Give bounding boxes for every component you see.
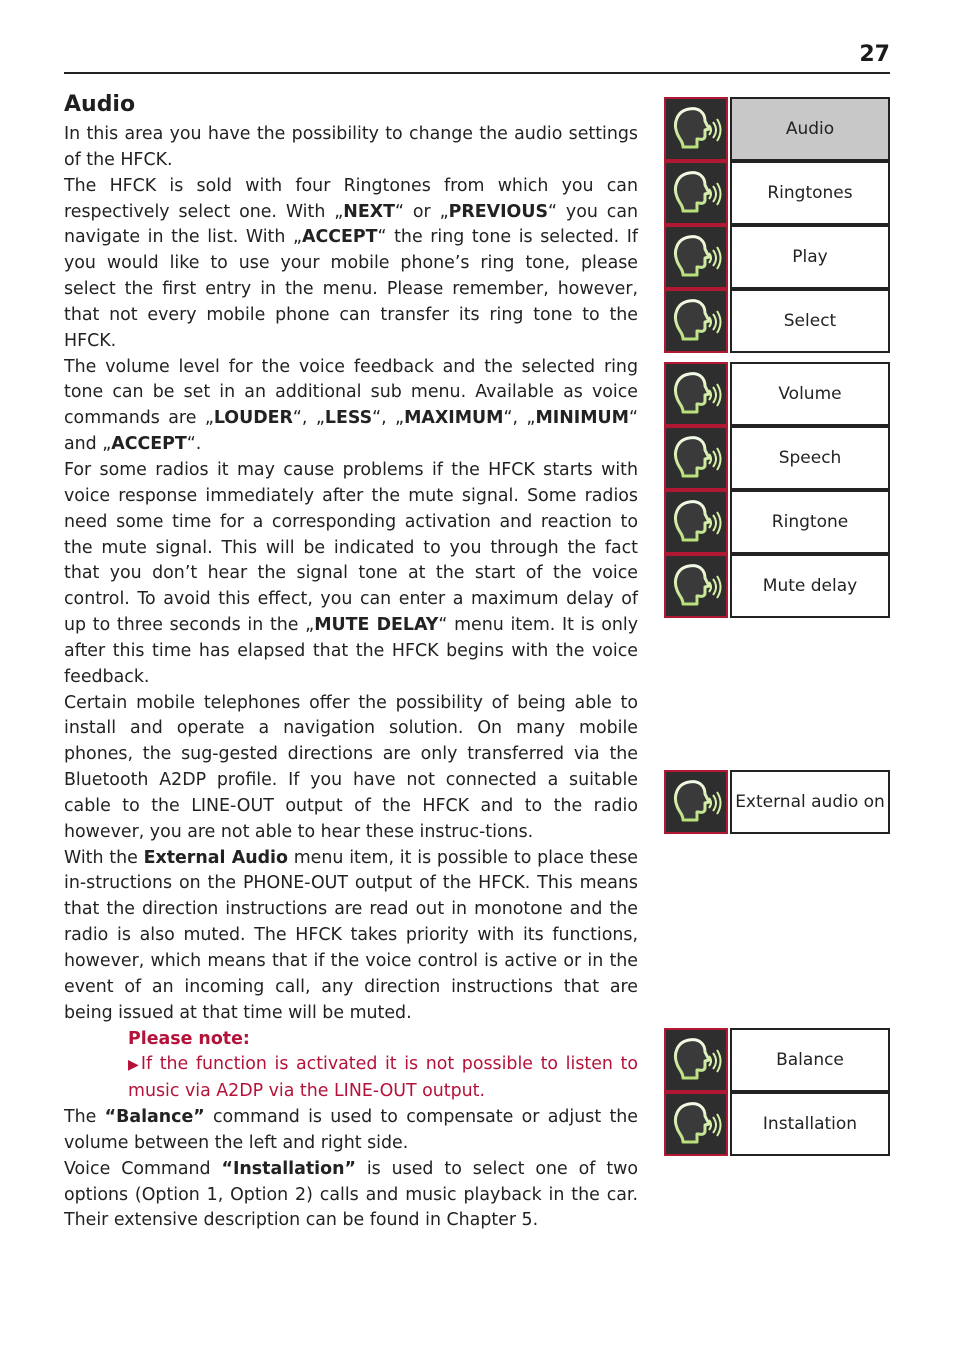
menu-row-mute-delay[interactable]	[664, 554, 890, 618]
command-minimum: MINIMUM	[535, 408, 629, 429]
note-text: ▶If the function is activated it is not possible to listen to music via A2DP via the LINE-OUT output.	[128, 1054, 638, 1102]
command-accept: ACCEPT	[302, 227, 378, 248]
command-maximum: MAXIMUM	[404, 408, 504, 429]
command-next: NEXT	[343, 201, 395, 222]
menu-label-external-audio[interactable]: External audio on	[730, 770, 890, 834]
menu-group-external	[664, 770, 890, 834]
paragraph-ringtones: The HFCK is sold with four Ringtones from which you can respectively select one. With „NEXT“ or „PREVIOUS“ you can navigate in the list. With „ACCEPT“ the ring tone is selected. If you would like to use your mobile phone’s ring tone, please select the first entry in the menu. Please remember, however, that not every mobile phone can transfer its ring tone to the HFCK.	[64, 175, 639, 351]
menu-row-ringtone[interactable]	[664, 490, 890, 554]
menu-label-mute-delay[interactable]: Mute delay	[730, 554, 890, 618]
speaking-head-icon	[664, 161, 728, 225]
paragraph-mute-delay: For some radios it may cause problems if the HFCK starts with voice response immediately after the mute signal. Some radios need some time for a corresponding activation and reaction to the mute signal. This will be indicated to you through the fact that you don’t hear the signal tone at the start of the voice control. To avoid this effect, you can enter a maximum delay of up to three seconds in the „MUTE DELAY“ menu item. It is only after this time has elapsed that the HFCK begins with the voice feedback.	[64, 459, 639, 687]
menu-group-volume	[664, 362, 890, 618]
menu-label-installation[interactable]: Installation	[730, 1092, 890, 1156]
menu-row-ringtones[interactable]	[664, 161, 890, 225]
menu-label-audio[interactable]: Audio	[730, 97, 890, 161]
command-installation: “Installation”	[221, 1158, 356, 1179]
speaking-head-icon	[664, 362, 728, 426]
speaking-head-icon	[664, 490, 728, 554]
menu-label-ringtones[interactable]: Ringtones	[730, 161, 890, 225]
menu-label-play[interactable]: Play	[730, 225, 890, 289]
command-less: LESS	[324, 408, 373, 429]
speaking-head-icon	[664, 1092, 728, 1156]
menu-item-external-audio: External Audio	[143, 847, 288, 868]
paragraph-navigation: Certain mobile telephones offer the possibility of being able to install and operate a navigation solution. On many mobile phones, the sug-gested directions are only transferred via the Bluetooth A2DP profile. If you have not connected a suitable cable to the LINE-OUT output of the HFCK and to the radio however, you are not able to hear these instruc-tions.	[64, 692, 638, 842]
note-heading: Please note:	[128, 1028, 250, 1049]
speaking-head-icon	[664, 554, 728, 618]
speaking-head-icon	[664, 225, 728, 289]
paragraph-volume: The volume level for the voice feedback and the selected ring tone can be set in an additional sub menu. Available as voice commands are „LOUDER“, „LESS“, „MAXIMUM“, „MINIMUM“ and „ACCEPT“.	[64, 356, 638, 455]
header-rule	[64, 72, 890, 74]
command-previous: PREVIOUS	[448, 201, 548, 222]
menu-label-volume[interactable]: Volume	[730, 362, 890, 426]
menu-row-play[interactable]	[664, 225, 890, 289]
menu-row-external-audio[interactable]	[664, 770, 890, 834]
menu-label-speech[interactable]: Speech	[730, 426, 890, 490]
paragraph-intro: In this area you have the possibility to change the audio settings of the HFCK.	[64, 124, 638, 170]
menu-row-installation[interactable]	[664, 1092, 890, 1156]
menu-label-ringtone[interactable]: Ringtone	[730, 490, 890, 554]
menu-row-speech[interactable]	[664, 426, 890, 490]
menu-row-volume[interactable]	[664, 362, 890, 426]
menu-row-balance[interactable]	[664, 1028, 890, 1092]
paragraph-external-audio: With the External Audio menu item, it is possible to place these in-structions on the PHONE-OUT output of the HFCK. This means that the direction instructions are read out in monotone and the radio is also muted. The HFCK takes priority with its functions, however, which means that if the voice control is active or in the event of an incoming call, any direction instructions that are being issued at that time will be muted.	[64, 847, 638, 1023]
page-number: 27	[859, 42, 890, 67]
speaking-head-icon	[664, 97, 728, 161]
menu-label-balance[interactable]: Balance	[730, 1028, 890, 1092]
paragraph-installation: Voice Command “Installation” is used to select one of two options (Option 1, Option 2) calls and music playback in the car. Their extensive description can be found in Chapter 5.	[64, 1158, 639, 1231]
menu-row-audio[interactable]	[664, 97, 890, 161]
arrow-right-icon: ▶	[128, 1057, 141, 1074]
command-mute-delay: MUTE DELAY	[314, 615, 439, 636]
section-title: Audio	[64, 92, 136, 117]
menu-group-balance	[664, 1028, 890, 1156]
command-accept-2: ACCEPT	[111, 434, 187, 455]
command-balance: “Balance”	[104, 1107, 205, 1128]
speaking-head-icon	[664, 289, 728, 353]
speaking-head-icon	[664, 426, 728, 490]
speaking-head-icon	[664, 770, 728, 834]
speaking-head-icon	[664, 1028, 728, 1092]
note-block	[64, 1027, 638, 1106]
body-text	[64, 122, 638, 1234]
menu-label-select[interactable]: Select	[730, 289, 890, 353]
menu-group-main	[664, 97, 890, 353]
paragraph-balance: The “Balance” command is used to compensate or adjust the volume between the left and right side.	[64, 1107, 639, 1153]
command-louder: LOUDER	[213, 408, 293, 429]
menu-row-select[interactable]	[664, 289, 890, 353]
